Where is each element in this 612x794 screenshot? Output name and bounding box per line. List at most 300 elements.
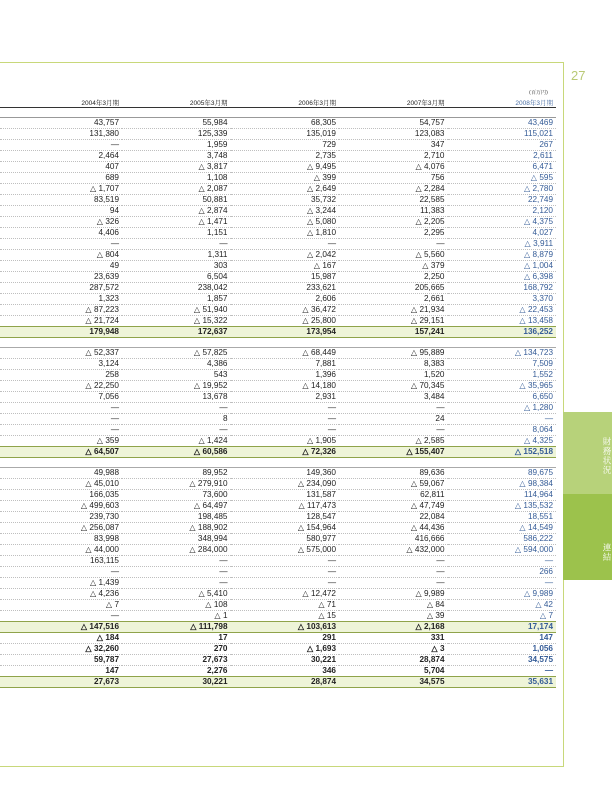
table-row <box>0 305 556 316</box>
table-cell: △ 5,410 <box>122 589 231 600</box>
table-cell: △ 25,800 <box>231 316 340 327</box>
table-cell: 163,115 <box>0 556 122 567</box>
table-cell: △ 155,407 <box>339 447 448 458</box>
table-cell: △ 111,798 <box>122 622 231 633</box>
table-row <box>0 118 556 129</box>
table-cell: △ 188,902 <box>122 523 231 534</box>
table-total-row <box>0 622 556 633</box>
table-cell: — <box>448 666 557 677</box>
table-cell: △ 8,879 <box>448 250 557 261</box>
table-cell: △ 7 <box>0 600 122 611</box>
table-row <box>0 217 556 228</box>
table-row <box>0 272 556 283</box>
table-cell: — <box>122 578 231 589</box>
table-cell: 4,406 <box>0 228 122 239</box>
table-cell: 1,520 <box>339 370 448 381</box>
table-cell: △ 4,236 <box>0 589 122 600</box>
table-cell: △ 51,940 <box>122 305 231 316</box>
cash-flow-table <box>0 96 556 688</box>
table-row <box>0 611 556 622</box>
table-cell: △ 117,473 <box>231 501 340 512</box>
table-cell: 2,464 <box>0 151 122 162</box>
table-cell: △ 152,518 <box>448 447 557 458</box>
table-cell: 34,575 <box>448 655 557 666</box>
table-cell: △ 44,000 <box>0 545 122 556</box>
table-cell: 179,948 <box>0 327 122 338</box>
table-cell: 2,931 <box>231 392 340 403</box>
table-cell: 8,064 <box>448 425 557 436</box>
table-cell: 348,994 <box>122 534 231 545</box>
table-cell: — <box>0 425 122 436</box>
table-cell: △ 4,375 <box>448 217 557 228</box>
table-cell: 1,108 <box>122 173 231 184</box>
table-row <box>0 206 556 217</box>
table-cell: 303 <box>122 261 231 272</box>
table-cell: 27,673 <box>0 677 122 688</box>
table-cell: △ 108 <box>122 600 231 611</box>
table-cell: △ 3,817 <box>122 162 231 173</box>
table-row <box>0 228 556 239</box>
table-cell: 50,881 <box>122 195 231 206</box>
table-cell: — <box>231 403 340 414</box>
table-cell: 13,678 <box>122 392 231 403</box>
table-cell: 416,666 <box>339 534 448 545</box>
table-cell: 114,964 <box>448 490 557 501</box>
table-cell: △ 35,965 <box>448 381 557 392</box>
table-cell: 2,710 <box>339 151 448 162</box>
table-row <box>0 173 556 184</box>
table-cell: 347 <box>339 140 448 151</box>
table-cell: 17,174 <box>448 622 557 633</box>
table-cell: — <box>0 140 122 151</box>
table-cell: 89,636 <box>339 468 448 479</box>
table-cell: △ 9,989 <box>339 589 448 600</box>
table-row <box>0 425 556 436</box>
table-cell: △ 1,471 <box>122 217 231 228</box>
table-cell: 172,637 <box>122 327 231 338</box>
table-cell: △ 1,905 <box>231 436 340 447</box>
table-cell: 147 <box>448 633 557 644</box>
table-cell: 166,035 <box>0 490 122 501</box>
table-cell: 4,386 <box>122 359 231 370</box>
table-cell: 233,621 <box>231 283 340 294</box>
table-row <box>0 414 556 425</box>
table-cell: — <box>231 414 340 425</box>
table-cell: — <box>231 239 340 250</box>
table-cell: △ 1,693 <box>231 644 340 655</box>
table-cell: △ 2,284 <box>339 184 448 195</box>
table-cell: 43,469 <box>448 118 557 129</box>
table-cell: — <box>122 239 231 250</box>
table-row <box>0 381 556 392</box>
table-cell: 2,611 <box>448 151 557 162</box>
table-cell: △ 1,280 <box>448 403 557 414</box>
table-cell: 43,757 <box>0 118 122 129</box>
table-cell: △ 9,989 <box>448 589 557 600</box>
table-cell: △ 2,649 <box>231 184 340 195</box>
table-cell: △ 359 <box>0 436 122 447</box>
table-row <box>0 184 556 195</box>
table-row <box>0 600 556 611</box>
table-cell: — <box>231 567 340 578</box>
table-cell: 62,811 <box>339 490 448 501</box>
top-rule <box>0 62 563 63</box>
table-row <box>0 633 556 644</box>
table-cell: 27,673 <box>122 655 231 666</box>
table-cell: 23,639 <box>0 272 122 283</box>
table-cell: 238,042 <box>122 283 231 294</box>
header-2004: 2004年3月期 <box>0 96 122 108</box>
table-cell: △ 71 <box>231 600 340 611</box>
table-cell: △ 5,080 <box>231 217 340 228</box>
table-cell: 131,380 <box>0 129 122 140</box>
section-separator <box>0 458 556 468</box>
table-cell: 147 <box>0 666 122 677</box>
table-cell: △ 147,516 <box>0 622 122 633</box>
table-row <box>0 392 556 403</box>
table-cell: △ 87,223 <box>0 305 122 316</box>
table-cell: △ 595 <box>448 173 557 184</box>
table-cell: 331 <box>339 633 448 644</box>
table-cell: △ 575,000 <box>231 545 340 556</box>
table-cell: △ 167 <box>231 261 340 272</box>
separator-cell <box>0 458 556 468</box>
unit-label: (百万円) <box>529 90 548 96</box>
table-cell: 157,241 <box>339 327 448 338</box>
table-cell: △ 6,398 <box>448 272 557 283</box>
table-cell: △ 12,472 <box>231 589 340 600</box>
table-cell: △ 2,780 <box>448 184 557 195</box>
table-row <box>0 151 556 162</box>
table-cell: 28,874 <box>339 655 448 666</box>
table-cell: △ 432,000 <box>339 545 448 556</box>
table-cell: △ 32,260 <box>0 644 122 655</box>
table-cell: 8,383 <box>339 359 448 370</box>
table-cell: 28,874 <box>231 677 340 688</box>
table-row <box>0 567 556 578</box>
table-row <box>0 283 556 294</box>
table-cell: 198,485 <box>122 512 231 523</box>
table-cell: 73,600 <box>122 490 231 501</box>
table-cell: △ 13,458 <box>448 316 557 327</box>
table-cell: — <box>448 578 557 589</box>
table-cell: 115,021 <box>448 129 557 140</box>
table-cell: 580,977 <box>231 534 340 545</box>
table-cell: △ 594,000 <box>448 545 557 556</box>
table-cell: 1,396 <box>231 370 340 381</box>
table-cell: 89,952 <box>122 468 231 479</box>
table-cell: 35,631 <box>448 677 557 688</box>
table-cell: 689 <box>0 173 122 184</box>
table-row <box>0 140 556 151</box>
table-cell: 11,383 <box>339 206 448 217</box>
header-2006: 2006年3月期 <box>231 96 340 108</box>
table-row <box>0 370 556 381</box>
table-row <box>0 644 556 655</box>
table-cell: △ 64,507 <box>0 447 122 458</box>
table-row <box>0 490 556 501</box>
table-cell: — <box>448 556 557 567</box>
table-cell: 135,019 <box>231 129 340 140</box>
table-cell: — <box>448 414 557 425</box>
table-cell: 8 <box>122 414 231 425</box>
table-cell: 346 <box>231 666 340 677</box>
table-cell: △ 399 <box>231 173 340 184</box>
table-cell: 123,083 <box>339 129 448 140</box>
table-cell: △ 2,874 <box>122 206 231 217</box>
table-cell: △ 68,449 <box>231 348 340 359</box>
table-cell: △ 3,911 <box>448 239 557 250</box>
table-cell: 34,575 <box>339 677 448 688</box>
table-cell: 4,027 <box>448 228 557 239</box>
table-row <box>0 534 556 545</box>
table-row <box>0 468 556 479</box>
table-cell: 1,311 <box>122 250 231 261</box>
table-cell: △ 21,934 <box>339 305 448 316</box>
header-2005: 2005年3月期 <box>122 96 231 108</box>
table-cell: — <box>231 556 340 567</box>
table-cell: 3,124 <box>0 359 122 370</box>
table-cell: 35,732 <box>231 195 340 206</box>
table-cell: — <box>0 611 122 622</box>
table-cell: △ 4,076 <box>339 162 448 173</box>
table-cell: 22,084 <box>339 512 448 523</box>
table-cell: △ 22,250 <box>0 381 122 392</box>
table-body <box>0 108 556 688</box>
table-cell: 49 <box>0 261 122 272</box>
table-cell: △ 14,180 <box>231 381 340 392</box>
table-cell: 30,221 <box>122 677 231 688</box>
table-row <box>0 403 556 414</box>
table-cell: △ 234,090 <box>231 479 340 490</box>
section-separator <box>0 338 556 348</box>
table-cell: 287,572 <box>0 283 122 294</box>
table-row <box>0 545 556 556</box>
table-cell: △ 14,549 <box>448 523 557 534</box>
table-row <box>0 589 556 600</box>
table-cell: 270 <box>122 644 231 655</box>
table-row <box>0 501 556 512</box>
table-row <box>0 512 556 523</box>
table-cell: 83,519 <box>0 195 122 206</box>
table-cell: 267 <box>448 140 557 151</box>
table-cell: — <box>339 578 448 589</box>
table-cell: 59,787 <box>0 655 122 666</box>
table-cell: 131,587 <box>231 490 340 501</box>
table-cell: 239,730 <box>0 512 122 523</box>
table-row <box>0 666 556 677</box>
table-cell: 168,792 <box>448 283 557 294</box>
table-cell: — <box>339 425 448 436</box>
table-cell: — <box>0 414 122 425</box>
table-cell: 136,252 <box>448 327 557 338</box>
table-cell: 30,221 <box>231 655 340 666</box>
table-cell: 7,056 <box>0 392 122 403</box>
table-cell: 173,954 <box>231 327 340 338</box>
table-cell: △ 2,042 <box>231 250 340 261</box>
table-cell: 2,295 <box>339 228 448 239</box>
table-cell: 22,749 <box>448 195 557 206</box>
bottom-rule <box>0 766 563 767</box>
table-row <box>0 294 556 305</box>
table-cell: △ 57,825 <box>122 348 231 359</box>
table-cell: △ 60,586 <box>122 447 231 458</box>
table-cell: △ 84 <box>339 600 448 611</box>
table-cell: △ 4,325 <box>448 436 557 447</box>
table-cell: 6,650 <box>448 392 557 403</box>
table-cell: 2,735 <box>231 151 340 162</box>
table-cell: 17 <box>122 633 231 644</box>
table-header-row <box>0 96 556 108</box>
table-cell: 1,323 <box>0 294 122 305</box>
table-row <box>0 195 556 206</box>
table-cell: △ 379 <box>339 261 448 272</box>
page-number: 27 <box>571 68 586 83</box>
table-cell: △ 499,603 <box>0 501 122 512</box>
table-cell: △ 15 <box>231 611 340 622</box>
table-cell: △ 1,707 <box>0 184 122 195</box>
header-2008: 2008年3月期 <box>448 96 557 108</box>
table-cell: 756 <box>339 173 448 184</box>
table-cell: 586,222 <box>448 534 557 545</box>
table-cell: △ 3,244 <box>231 206 340 217</box>
table-total-row <box>0 327 556 338</box>
table-cell: 2,606 <box>231 294 340 305</box>
separator-cell <box>0 338 556 348</box>
table-cell: 1,552 <box>448 370 557 381</box>
table-row <box>0 162 556 173</box>
table-cell: — <box>339 239 448 250</box>
table-row <box>0 523 556 534</box>
table-cell: △ 256,087 <box>0 523 122 534</box>
table-cell: △ 134,723 <box>448 348 557 359</box>
table-cell: 6,471 <box>448 162 557 173</box>
table-cell: — <box>0 403 122 414</box>
table-cell: 49,988 <box>0 468 122 479</box>
section-separator <box>0 108 556 118</box>
table-cell: 125,339 <box>122 129 231 140</box>
table-cell: △ 7 <box>448 611 557 622</box>
table-cell: — <box>339 567 448 578</box>
table-cell: — <box>0 239 122 250</box>
table-cell: △ 135,532 <box>448 501 557 512</box>
table-cell: 94 <box>0 206 122 217</box>
table-cell: △ 39 <box>339 611 448 622</box>
table-cell: 2,276 <box>122 666 231 677</box>
table-cell: 2,250 <box>339 272 448 283</box>
table-cell: 1,056 <box>448 644 557 655</box>
table-cell: △ 29,151 <box>339 316 448 327</box>
table-cell: △ 2,585 <box>339 436 448 447</box>
table-row <box>0 556 556 567</box>
table-cell: 3,484 <box>339 392 448 403</box>
table-row <box>0 436 556 447</box>
table-cell: — <box>122 567 231 578</box>
table-row <box>0 316 556 327</box>
table-cell: 89,675 <box>448 468 557 479</box>
table-cell: △ 70,345 <box>339 381 448 392</box>
table-cell: 6,504 <box>122 272 231 283</box>
table-cell: 22,585 <box>339 195 448 206</box>
table-cell: △ 2,205 <box>339 217 448 228</box>
table-cell: △ 98,384 <box>448 479 557 490</box>
table-cell: △ 42 <box>448 600 557 611</box>
side-tab-financial-condition[interactable]: 財務状況 <box>563 412 612 494</box>
table-cell: 1,151 <box>122 228 231 239</box>
table-cell: △ 1,424 <box>122 436 231 447</box>
table-cell: △ 64,497 <box>122 501 231 512</box>
table-cell: 3,748 <box>122 151 231 162</box>
table-cell: 266 <box>448 567 557 578</box>
table-cell: — <box>339 403 448 414</box>
table-cell: 3,370 <box>448 294 557 305</box>
table-cell: △ 15,322 <box>122 316 231 327</box>
table-cell: 291 <box>231 633 340 644</box>
table-cell: 205,665 <box>339 283 448 294</box>
table-row <box>0 348 556 359</box>
table-cell: △ 1 <box>122 611 231 622</box>
table-cell: — <box>0 567 122 578</box>
table-cell: △ 1,439 <box>0 578 122 589</box>
table-cell: — <box>122 403 231 414</box>
table-cell: 2,661 <box>339 294 448 305</box>
table-cell: 128,547 <box>231 512 340 523</box>
table-cell: 258 <box>0 370 122 381</box>
table-cell: △ 103,613 <box>231 622 340 633</box>
table-cell: △ 19,952 <box>122 381 231 392</box>
table-row <box>0 655 556 666</box>
table-cell: △ 95,889 <box>339 348 448 359</box>
table-cell: △ 184 <box>0 633 122 644</box>
table-row <box>0 261 556 272</box>
table-cell: △ 804 <box>0 250 122 261</box>
table-cell: △ 21,724 <box>0 316 122 327</box>
table-cell: △ 2,087 <box>122 184 231 195</box>
table-cell: 24 <box>339 414 448 425</box>
table-cell: △ 154,964 <box>231 523 340 534</box>
table-cell: △ 9,495 <box>231 162 340 173</box>
table-cell: 5,704 <box>339 666 448 677</box>
header-2007: 2007年3月期 <box>339 96 448 108</box>
table-cell: — <box>122 556 231 567</box>
table-cell: 7,881 <box>231 359 340 370</box>
table-cell: △ 326 <box>0 217 122 228</box>
table-cell: 15,987 <box>231 272 340 283</box>
table-cell: 1,959 <box>122 140 231 151</box>
table-cell: 18,551 <box>448 512 557 523</box>
table-row <box>0 250 556 261</box>
table-cell: △ 5,560 <box>339 250 448 261</box>
separator-cell <box>0 108 556 118</box>
table-total-row <box>0 447 556 458</box>
table-cell: △ 3 <box>339 644 448 655</box>
table-cell: 543 <box>122 370 231 381</box>
table-cell: — <box>339 556 448 567</box>
table-cell: △ 45,010 <box>0 479 122 490</box>
table-cell: 68,305 <box>231 118 340 129</box>
table-row <box>0 578 556 589</box>
table-cell: △ 1,004 <box>448 261 557 272</box>
table-total-row <box>0 677 556 688</box>
table-row <box>0 479 556 490</box>
table-cell: 54,757 <box>339 118 448 129</box>
table-cell: 407 <box>0 162 122 173</box>
side-tab-consolidated[interactable]: 連結 <box>563 494 612 580</box>
table-row <box>0 129 556 140</box>
table-cell: △ 2,168 <box>339 622 448 633</box>
table-cell: △ 279,910 <box>122 479 231 490</box>
table-cell: △ 22,453 <box>448 305 557 316</box>
